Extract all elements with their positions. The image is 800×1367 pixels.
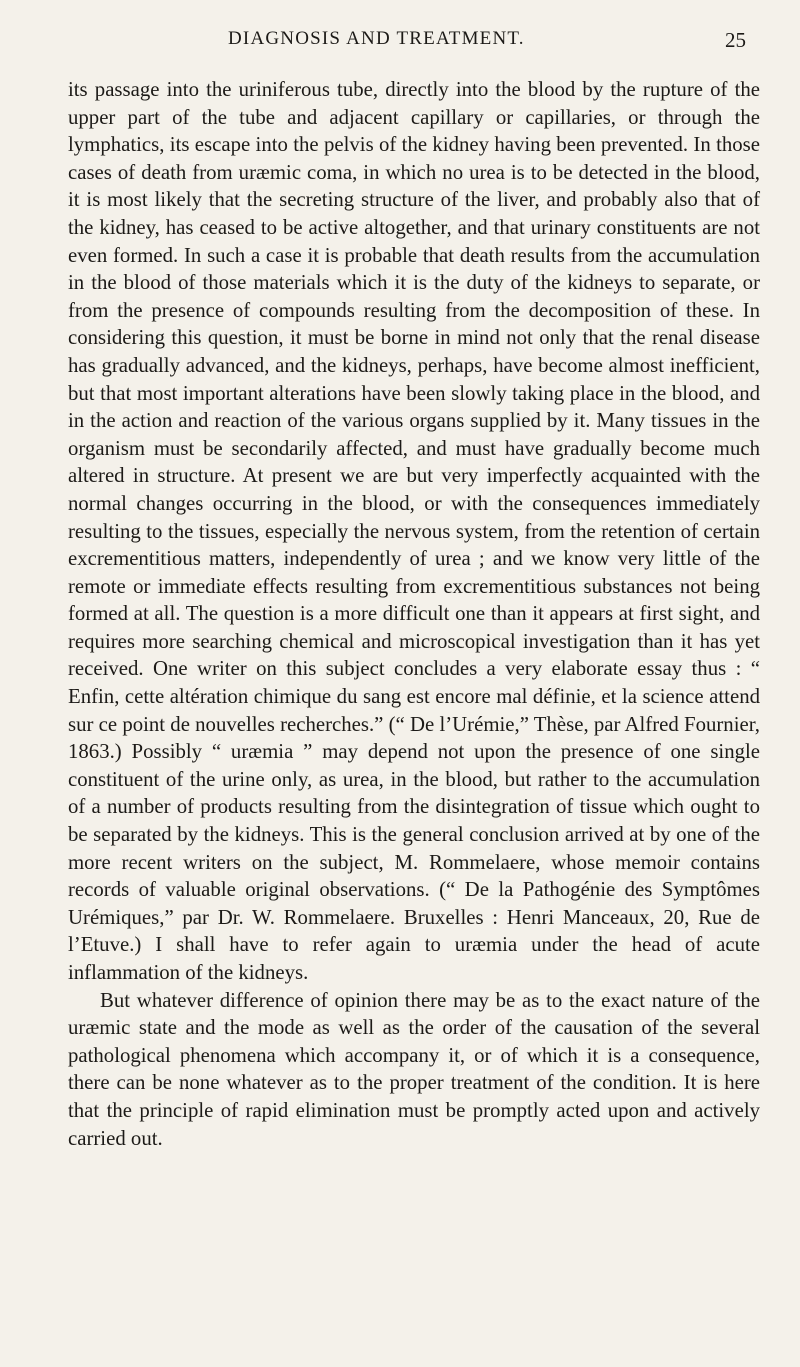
running-title: DIAGNOSIS AND TREATMENT. (228, 28, 525, 49)
paragraph-2: But whatever difference of opinion there may be as to the exact nature of the uræmic state and the mode as well as the order of the causation of the several pathological phenomena which accompany it, or of which it is a consequence, there can be none whatever as to the proper treatment of the condition. It is here that the principle of rapid elimination must be promptly acted upon and actively carried out. (68, 988, 760, 1150)
paragraph-1: its passage into the uriniferous tube, directly into the blood by the rupture of the upper part of the tube and adjacent capillary or capillaries, or through the lymphatics, its escape into the pelvis of the kidney having been prevented. In those cases of death from uræmic coma, in which no urea is to be detected in the blood, it is most likely that the secreting structure of the liver, and probably also that of the kidney, has ceased to be active altogether, and that urinary constituents are not even formed. In such a case it is probable that death results from the accumulation in the blood of those materials which it is the duty of the kidneys to separate, or from the presence of compounds resulting from the decomposition of these. In considering this question, it must be borne in mind not only that the renal disease has gradually advanced, and the kidneys, perhaps, have become almost inefficient, but that most important alterations have been slowly taking place in the blood, and in the action and reaction of the various organs supplied by it. Many tissues in the organism must be secondarily affected, and must have gradually become much altered in structure. At present we are but very imperfectly acquainted with the normal changes occurring in the blood, or with the consequences immediately resulting to the tissues, especially the nervous system, from the retention of certain excrementitious matters, independently of urea ; and we know very little of the remote or immediate effects resulting from excrementitious substances not being formed at all. The question is a more difficult one than it appears at first sight, and requires more searching chemical and microscopical investigation than it has yet received. One writer on this subject concludes a very elaborate essay thus : “ Enfin, cette altération chimique du sang est encore mal définie, et la science attend sur ce point de nouvelles recherches.” (“ De l’Urémie,” Thèse, par Alfred Fournier, 1863.) Possibly “ uræmia ” may depend not upon the presence of one single constituent of the urine only, as urea, in the blood, but rather to the accumulation of a number of products resulting from the disintegration of tissue which ought to be separated by the kidneys. This is the general conclusion arrived at by one of the more recent writers on the subject, M. Rommelaere, whose memoir contains records of valuable original observations. (“ De la Pathogénie des Symptômes Urémiques,” par Dr. W. Rommelaere. Bruxelles : Henri Manceaux, 20, Rue de l’Etuve.) I shall have to refer again to uræmia under the head of acute inflammation of the kidneys. (68, 78, 760, 984)
page-number: 25 (725, 28, 746, 52)
running-head (0, 28, 800, 58)
body-text (68, 76, 760, 1152)
